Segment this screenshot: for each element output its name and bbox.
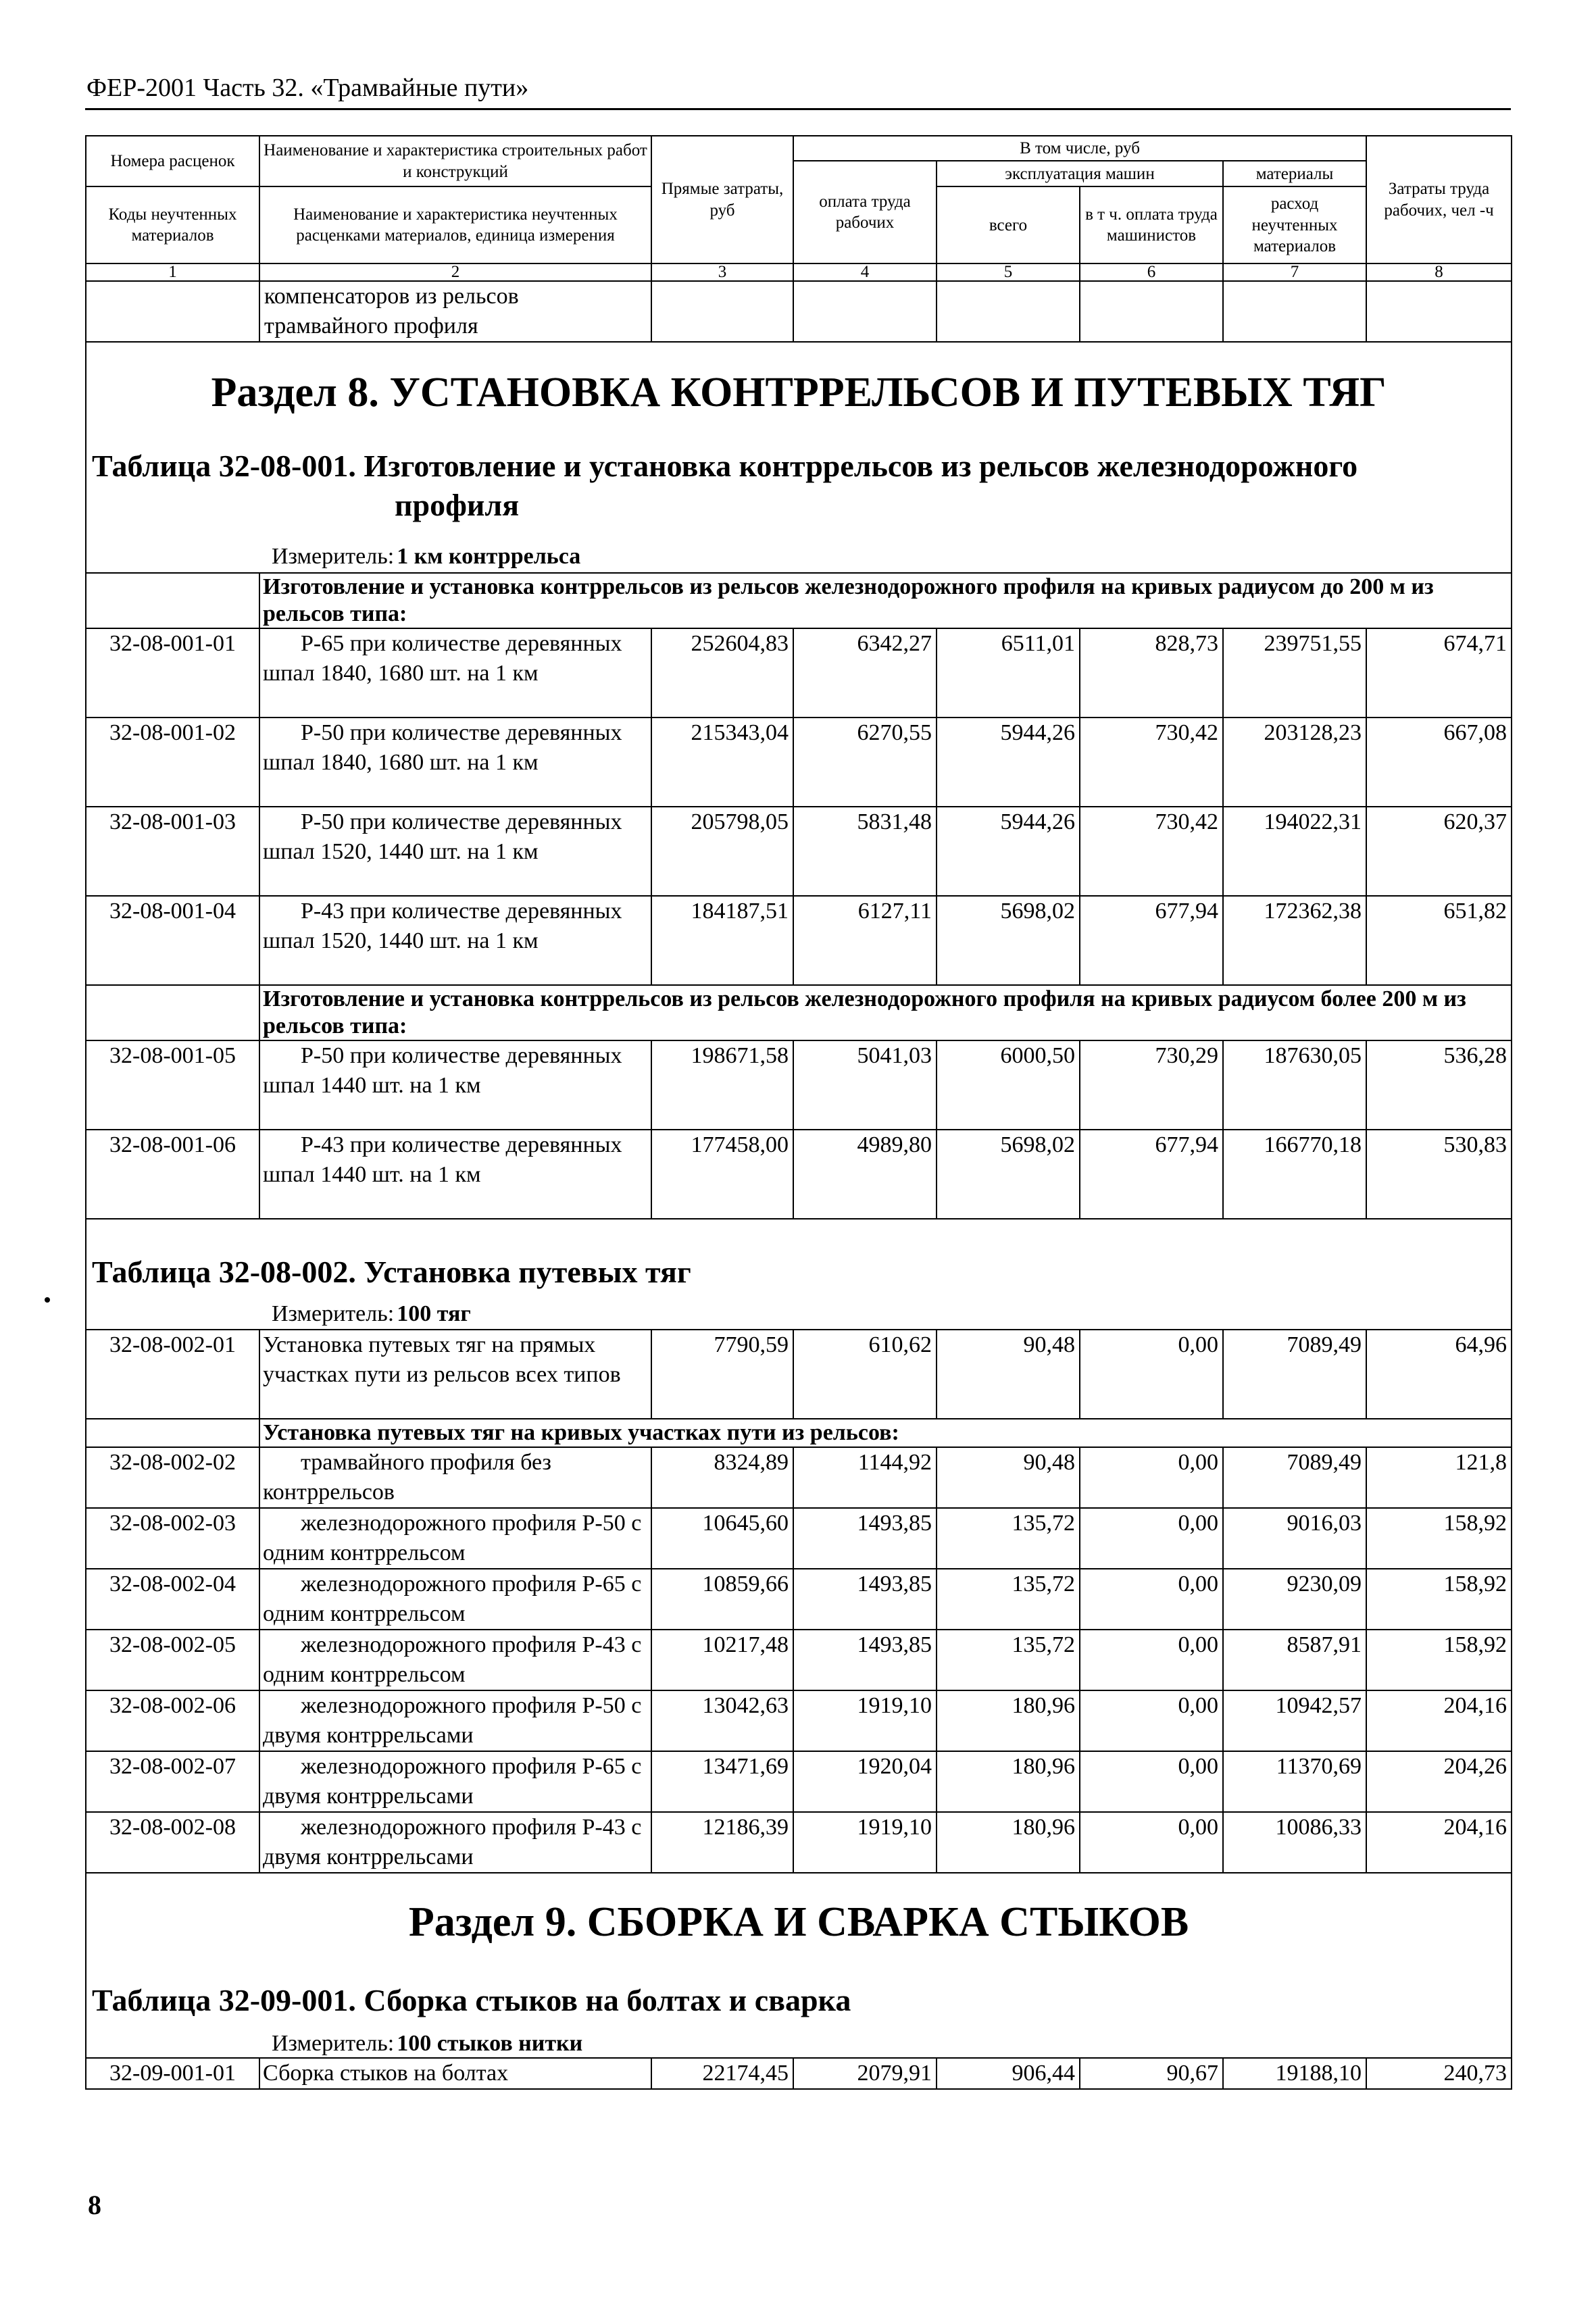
machine-operation-total: 135,72 <box>937 1569 1080 1630</box>
rate-name: Р-43 при количестве деревянных шпал 1440 шт. на 1 км <box>263 1132 622 1188</box>
col-number: 6 <box>1080 263 1223 281</box>
table-row <box>86 718 1512 807</box>
group-heading: Изготовление и установка контррельсов из рельсов железнодорожного профиля на кривых радиусом до 200 м из рельсов типа: <box>259 573 1512 628</box>
rate-name-cell <box>259 1130 651 1219</box>
machine-operation-total: 5944,26 <box>937 718 1080 807</box>
wages: 6270,55 <box>793 718 937 807</box>
direct-costs: 13471,69 <box>651 1751 793 1812</box>
head-including: В том числе, руб <box>793 136 1366 161</box>
machine-operation-total: 135,72 <box>937 1630 1080 1690</box>
rate-code: 32-08-001-02 <box>86 718 259 807</box>
table-title-line: Таблица 32-08-001. Изготовление и установка контррельсов из рельсов железнодорожного <box>92 449 1358 484</box>
direct-costs: 10859,66 <box>651 1569 793 1630</box>
rate-name-cell <box>259 807 651 896</box>
rate-code: 32-08-002-02 <box>86 1447 259 1508</box>
direct-costs: 177458,00 <box>651 1130 793 1219</box>
head-machinists-wages: в т ч. оплата труда машинистов <box>1080 186 1223 263</box>
machinists-wages: 0,00 <box>1080 1812 1223 1873</box>
labor-costs: 667,08 <box>1366 718 1512 807</box>
table-row <box>86 1812 1512 1873</box>
machinists-wages: 677,94 <box>1080 1130 1223 1219</box>
wages: 1919,10 <box>793 1690 937 1751</box>
measure-row <box>86 2030 651 2058</box>
rate-name-cell <box>259 1751 651 1812</box>
labor-costs: 651,82 <box>1366 896 1512 985</box>
rate-name: железнодорожного профиля Р-50 с двумя контррельсами <box>263 1693 642 1749</box>
rate-code: 32-08-002-06 <box>86 1690 259 1751</box>
rate-code: 32-09-001-01 <box>86 2058 259 2089</box>
table-row <box>86 1130 1512 1219</box>
labor-costs: 204,26 <box>1366 1751 1512 1812</box>
machinists-wages: 0,00 <box>1080 1630 1223 1690</box>
measure-row <box>86 528 651 573</box>
labor-costs: 121,8 <box>1366 1447 1512 1508</box>
table-row <box>86 1508 1512 1569</box>
table-row <box>86 1330 1512 1419</box>
labor-costs: 158,92 <box>1366 1630 1512 1690</box>
measure-label: Измеритель: <box>272 1301 395 1327</box>
materials: 203128,23 <box>1223 718 1366 807</box>
labor-costs: 158,92 <box>1366 1569 1512 1630</box>
direct-costs: 205798,05 <box>651 807 793 896</box>
labor-costs: 240,73 <box>1366 2058 1512 2089</box>
rate-name: железнодорожного профиля Р-43 с двумя контррельсами <box>263 1815 642 1870</box>
wages: 1493,85 <box>793 1569 937 1630</box>
head-labor-costs: Затраты труда рабочих, чел -ч <box>1366 136 1512 263</box>
wages: 6127,11 <box>793 896 937 985</box>
table-row <box>86 896 1512 985</box>
machine-operation-total: 135,72 <box>937 1508 1080 1569</box>
rate-name-cell <box>259 1812 651 1873</box>
group-heading: Изготовление и установка контррельсов из рельсов железнодорожного профиля на кривых радиусом более 200 м из рельсов типа: <box>259 985 1512 1040</box>
machine-operation-total: 180,96 <box>937 1690 1080 1751</box>
machinists-wages: 0,00 <box>1080 1751 1223 1812</box>
rate-code: 32-08-002-08 <box>86 1812 259 1873</box>
col-number: 1 <box>86 263 259 281</box>
materials: 7089,49 <box>1223 1330 1366 1419</box>
rate-name: железнодорожного профиля Р-43 с одним контррельсом <box>263 1632 642 1688</box>
materials: 7089,49 <box>1223 1447 1366 1508</box>
materials: 194022,31 <box>1223 807 1366 896</box>
machine-operation-total: 6511,01 <box>937 628 1080 718</box>
table-title <box>86 443 1512 528</box>
head-direct-costs: Прямые затраты, руб <box>651 136 793 263</box>
wages: 6342,27 <box>793 628 937 718</box>
rate-name-cell <box>259 1508 651 1569</box>
machine-operation-total: 5698,02 <box>937 896 1080 985</box>
machinists-wages: 90,67 <box>1080 2058 1223 2089</box>
table-row <box>86 1751 1512 1812</box>
wages: 1493,85 <box>793 1508 937 1569</box>
machinists-wages: 730,29 <box>1080 1040 1223 1130</box>
direct-costs: 8324,89 <box>651 1447 793 1508</box>
table-title: Таблица 32-08-002. Установка путевых тяг <box>86 1219 1512 1294</box>
rates-table <box>85 135 1512 2090</box>
rate-name: трамвайного профиля без контррельсов <box>263 1450 551 1505</box>
col-number: 8 <box>1366 263 1512 281</box>
rate-name: железнодорожного профиля Р-50 с одним контррельсом <box>263 1511 642 1566</box>
wages: 4989,80 <box>793 1130 937 1219</box>
materials: 172362,38 <box>1223 896 1366 985</box>
rate-name-cell <box>259 1690 651 1751</box>
rate-code: 32-08-001-04 <box>86 896 259 985</box>
direct-costs: 252604,83 <box>651 628 793 718</box>
head-name-unaccounted: Наименование и характеристика неучтенных расценками материалов, единица измерения <box>259 186 651 263</box>
machinists-wages: 0,00 <box>1080 1447 1223 1508</box>
wages: 1493,85 <box>793 1630 937 1690</box>
wages: 1919,10 <box>793 1812 937 1873</box>
measure-value: 100 тяг <box>397 1301 471 1327</box>
measure-row <box>86 1294 651 1330</box>
col-number: 5 <box>937 263 1080 281</box>
rate-name-cell <box>259 896 651 985</box>
measure-label: Измеритель: <box>272 2031 395 2057</box>
labor-costs: 204,16 <box>1366 1690 1512 1751</box>
rate-name: Р-43 при количестве деревянных шпал 1520, 1440 шт. на 1 км <box>263 899 622 954</box>
col-number: 4 <box>793 263 937 281</box>
rate-code: 32-08-002-03 <box>86 1508 259 1569</box>
measure-value: 100 стыков нитки <box>397 2031 583 2057</box>
page-number: 8 <box>88 2190 101 2220</box>
machinists-wages: 677,94 <box>1080 896 1223 985</box>
wages: 5831,48 <box>793 807 937 896</box>
direct-costs: 7790,59 <box>651 1330 793 1419</box>
labor-costs: 530,83 <box>1366 1130 1512 1219</box>
materials: 9230,09 <box>1223 1569 1366 1630</box>
materials: 10086,33 <box>1223 1812 1366 1873</box>
direct-costs: 10645,60 <box>651 1508 793 1569</box>
wages: 610,62 <box>793 1330 937 1419</box>
head-unaccounted-materials: расход неучтенных материалов <box>1223 186 1366 263</box>
labor-costs: 204,16 <box>1366 1812 1512 1873</box>
head-codes-unaccounted: Коды неучтенных материалов <box>86 186 259 263</box>
head-work-name: Наименование и характеристика строительных работ и конструкций <box>259 136 651 186</box>
rate-name: Р-65 при количестве деревянных шпал 1840, 1680 шт. на 1 км <box>263 631 622 686</box>
labor-costs: 158,92 <box>1366 1508 1512 1569</box>
rate-code: 32-08-001-06 <box>86 1130 259 1219</box>
rate-code: 32-08-002-01 <box>86 1330 259 1419</box>
machine-operation-total: 5944,26 <box>937 807 1080 896</box>
rate-name-cell <box>259 1630 651 1690</box>
machine-operation-total: 90,48 <box>937 1447 1080 1508</box>
labor-costs: 674,71 <box>1366 628 1512 718</box>
machine-operation-total: 6000,50 <box>937 1040 1080 1130</box>
machinists-wages: 730,42 <box>1080 807 1223 896</box>
table-row <box>86 1569 1512 1630</box>
rate-code: 32-08-002-07 <box>86 1751 259 1812</box>
machine-operation-total: 90,48 <box>937 1330 1080 1419</box>
rate-code: 32-08-001-03 <box>86 807 259 896</box>
table-title: Таблица 32-09-001. Сборка стыков на болтах и сварка <box>86 1971 1512 2030</box>
page-header: ФЕР-2001 Часть 32. «Трамвайные пути» <box>86 74 529 102</box>
labor-costs: 620,37 <box>1366 807 1512 896</box>
rate-name-cell <box>259 1040 651 1130</box>
rate-code: 32-08-001-05 <box>86 1040 259 1130</box>
rate-name: Р-50 при количестве деревянных шпал 1520, 1440 шт. на 1 км <box>263 809 622 865</box>
rate-name: железнодорожного профиля Р-65 с двумя контррельсами <box>263 1754 642 1809</box>
materials: 187630,05 <box>1223 1040 1366 1130</box>
table-row <box>86 1040 1512 1130</box>
direct-costs: 184187,51 <box>651 896 793 985</box>
rate-name-cell <box>259 1447 651 1508</box>
materials: 8587,91 <box>1223 1630 1366 1690</box>
rate-name-cell <box>259 628 651 718</box>
labor-costs: 536,28 <box>1366 1040 1512 1130</box>
wages: 1144,92 <box>793 1447 937 1508</box>
table-row <box>86 2058 1512 2089</box>
machine-operation-total: 180,96 <box>937 1751 1080 1812</box>
table-title-line: профиля <box>395 488 520 523</box>
head-total: всего <box>937 186 1080 263</box>
direct-costs: 12186,39 <box>651 1812 793 1873</box>
table-row <box>86 1630 1512 1690</box>
head-materials: материалы <box>1223 161 1366 186</box>
rate-name: Сборка стыков на болтах <box>259 2058 651 2089</box>
direct-costs: 215343,04 <box>651 718 793 807</box>
wages: 1920,04 <box>793 1751 937 1812</box>
col-number: 2 <box>259 263 651 281</box>
section-title: Раздел 8. УСТАНОВКА КОНТРРЕЛЬСОВ И ПУТЕВЫХ ТЯГ <box>86 342 1512 443</box>
materials: 19188,10 <box>1223 2058 1366 2089</box>
table-row <box>86 1447 1512 1508</box>
materials: 166770,18 <box>1223 1130 1366 1219</box>
machinists-wages: 0,00 <box>1080 1330 1223 1419</box>
table-row <box>86 628 1512 718</box>
rate-code: 32-08-002-05 <box>86 1630 259 1690</box>
rate-name: Установка путевых тяг на прямых участках пути из рельсов всех типов <box>259 1330 651 1419</box>
table-row <box>86 1690 1512 1751</box>
materials: 11370,69 <box>1223 1751 1366 1812</box>
head-wages: оплата труда рабочих <box>793 161 937 263</box>
materials: 10942,57 <box>1223 1690 1366 1751</box>
machinists-wages: 0,00 <box>1080 1690 1223 1751</box>
measure-label: Измеритель: <box>272 544 395 570</box>
rate-name-cell <box>259 718 651 807</box>
header-rule <box>85 108 1511 110</box>
table-row <box>86 807 1512 896</box>
section-title: Раздел 9. СБОРКА И СВАРКА СТЫКОВ <box>86 1873 1512 1971</box>
machinists-wages: 0,00 <box>1080 1508 1223 1569</box>
rate-name: Р-50 при количестве деревянных шпал 1440 шт. на 1 км <box>263 1043 622 1099</box>
machine-operation-total: 180,96 <box>937 1812 1080 1873</box>
col-number: 7 <box>1223 263 1366 281</box>
rate-code: 32-08-001-01 <box>86 628 259 718</box>
group-heading: Установка путевых тяг на кривых участках пути из рельсов: <box>259 1419 1512 1447</box>
materials: 9016,03 <box>1223 1508 1366 1569</box>
rate-name: Р-50 при количестве деревянных шпал 1840, 1680 шт. на 1 км <box>263 720 622 776</box>
machinists-wages: 828,73 <box>1080 628 1223 718</box>
direct-costs: 13042,63 <box>651 1690 793 1751</box>
head-machine-operation: эксплуатация машин <box>937 161 1223 186</box>
rate-code: 32-08-002-04 <box>86 1569 259 1630</box>
direct-costs: 198671,58 <box>651 1040 793 1130</box>
machine-operation-total: 906,44 <box>937 2058 1080 2089</box>
wages: 5041,03 <box>793 1040 937 1130</box>
direct-costs: 22174,45 <box>651 2058 793 2089</box>
rate-name: железнодорожного профиля Р-65 с одним контррельсом <box>263 1571 642 1627</box>
machinists-wages: 0,00 <box>1080 1569 1223 1630</box>
scan-dot <box>45 1297 50 1303</box>
rate-name-cell <box>259 1569 651 1630</box>
machine-operation-total: 5698,02 <box>937 1130 1080 1219</box>
materials: 239751,55 <box>1223 628 1366 718</box>
col-number: 3 <box>651 263 793 281</box>
direct-costs: 10217,48 <box>651 1630 793 1690</box>
machinists-wages: 730,42 <box>1080 718 1223 807</box>
measure-value: 1 км контррельса <box>397 544 581 570</box>
continuation-text: компенсаторов из рельсов трамвайного профиля <box>259 281 651 342</box>
labor-costs: 64,96 <box>1366 1330 1512 1419</box>
wages: 2079,91 <box>793 2058 937 2089</box>
head-rate-number: Номера расценок <box>86 136 259 186</box>
